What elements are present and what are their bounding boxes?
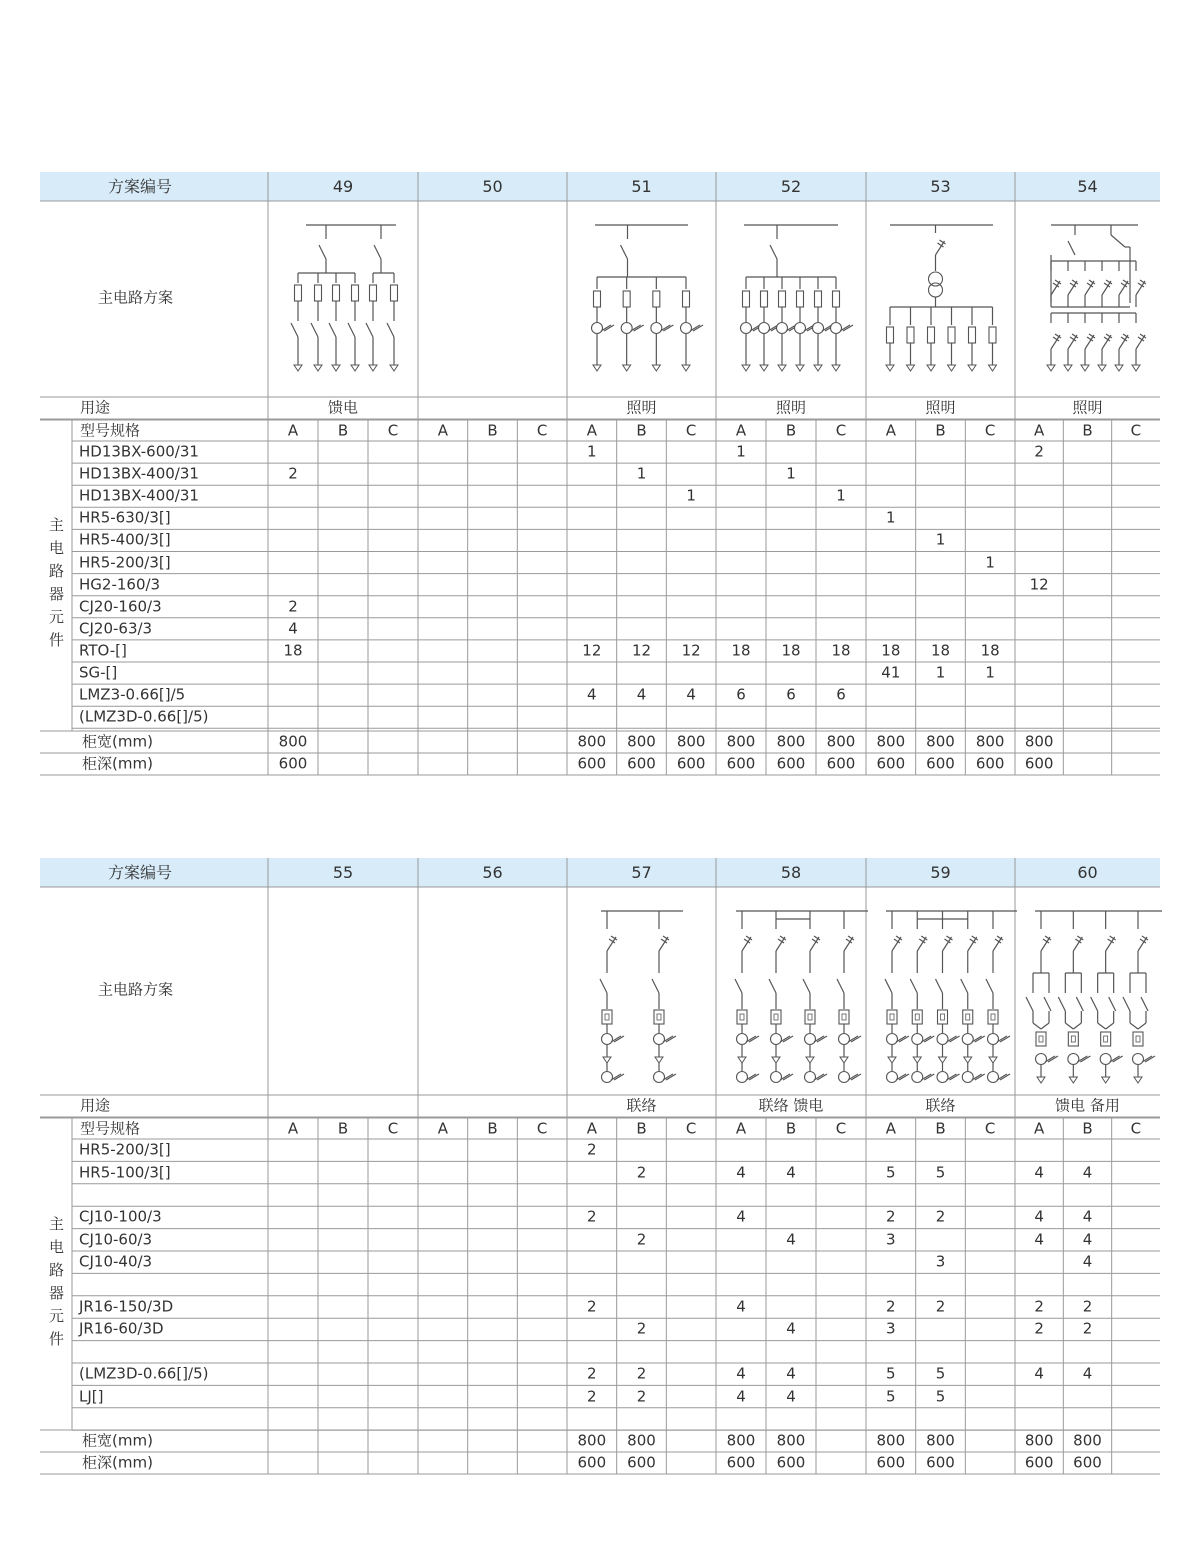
component-quantity: 6 bbox=[736, 685, 746, 704]
component-quantity: 4 bbox=[1082, 1230, 1093, 1249]
scheme-number: 52 bbox=[780, 176, 802, 196]
cabinet-width-value: 800 bbox=[627, 1431, 656, 1450]
variant-column-header: B bbox=[935, 1119, 946, 1137]
variant-column-header: B bbox=[1082, 1119, 1093, 1137]
circuit-diagram-59 bbox=[885, 911, 1017, 1083]
component-quantity: 41 bbox=[881, 663, 901, 682]
variant-column-header: A bbox=[1034, 421, 1045, 439]
component-quantity: 5 bbox=[935, 1364, 946, 1383]
component-quantity: 1 bbox=[686, 486, 696, 505]
component-quantity: 1 bbox=[985, 663, 995, 682]
cabinet-width-value: 800 bbox=[676, 732, 706, 751]
cabinet-depth-value: 600 bbox=[278, 754, 308, 773]
component-quantity: 12 bbox=[1029, 575, 1049, 594]
scheme-usage: 联络 bbox=[626, 1096, 657, 1115]
component-quantity: 12 bbox=[582, 641, 602, 660]
variant-column-header: A bbox=[586, 421, 597, 439]
cabinet-width-value: 800 bbox=[826, 732, 856, 751]
component-spec: HG2-160/3 bbox=[79, 575, 161, 594]
spec-label: 型号规格 bbox=[80, 421, 141, 439]
variant-column-header: B bbox=[1082, 421, 1093, 439]
variant-column-header: C bbox=[536, 421, 548, 439]
variant-column-header: B bbox=[636, 421, 647, 439]
component-quantity: 3 bbox=[935, 1252, 946, 1271]
component-spec: HR5-630/3[] bbox=[79, 508, 171, 527]
component-quantity: 2 bbox=[288, 597, 298, 616]
circuit-diagram-60 bbox=[1026, 911, 1162, 1083]
circuit-diagram-57 bbox=[600, 911, 683, 1083]
component-quantity: 4 bbox=[736, 1163, 746, 1182]
variant-column-header: C bbox=[835, 1119, 847, 1137]
component-spec: RTO-[] bbox=[79, 641, 127, 660]
variant-column-header: C bbox=[387, 421, 399, 439]
component-quantity: 5 bbox=[935, 1387, 946, 1406]
variant-column-header: A bbox=[287, 421, 299, 439]
scheme-number: 53 bbox=[930, 176, 951, 196]
variant-column-header: C bbox=[1130, 421, 1142, 439]
cabinet-width-value: 800 bbox=[1024, 732, 1054, 751]
variant-column-header: A bbox=[437, 421, 448, 439]
component-quantity: 2 bbox=[288, 464, 298, 483]
component-quantity: 4 bbox=[786, 1387, 796, 1406]
main-circuit-label: 主电路方案 bbox=[98, 980, 174, 999]
component-quantity: 1 bbox=[836, 486, 846, 505]
variant-column-header: B bbox=[487, 1119, 498, 1137]
component-quantity: 2 bbox=[636, 1319, 647, 1338]
cabinet-width-value: 800 bbox=[926, 1431, 955, 1450]
cabinet-width-value: 800 bbox=[776, 1431, 806, 1450]
component-quantity: 2 bbox=[935, 1297, 946, 1316]
component-quantity: 4 bbox=[1082, 1207, 1093, 1226]
cabinet-depth-value: 600 bbox=[1073, 1453, 1102, 1472]
component-spec: JR16-60/3D bbox=[79, 1319, 164, 1338]
component-quantity: 4 bbox=[1034, 1163, 1044, 1182]
component-quantity: 2 bbox=[587, 1364, 597, 1383]
component-quantity: 6 bbox=[836, 685, 846, 704]
component-quantity: 2 bbox=[1034, 442, 1044, 461]
component-spec: (LMZ3D-0.66[]/5) bbox=[79, 1364, 209, 1383]
scheme-usage: 联络 馈电 bbox=[758, 1096, 824, 1115]
variant-column-header: C bbox=[1130, 1119, 1142, 1137]
cabinet-width-value: 800 bbox=[726, 732, 756, 751]
variant-column-header: C bbox=[387, 1119, 399, 1137]
component-quantity: 4 bbox=[736, 1387, 746, 1406]
variant-column-header: A bbox=[287, 1119, 299, 1137]
component-spec: HD13BX-600/31 bbox=[79, 442, 199, 461]
cabinet-width-value: 800 bbox=[876, 1431, 906, 1450]
cabinet-width-label: 柜宽(mm) bbox=[82, 732, 153, 751]
component-quantity: 4 bbox=[736, 1364, 746, 1383]
cabinet-depth-value: 600 bbox=[627, 1453, 656, 1472]
cabinet-width-label: 柜宽(mm) bbox=[82, 1431, 153, 1450]
component-quantity: 2 bbox=[587, 1207, 597, 1226]
component-spec: HD13BX-400/31 bbox=[79, 486, 199, 505]
component-spec: HD13BX-400/31 bbox=[79, 464, 199, 483]
variant-column-header: B bbox=[785, 421, 797, 439]
component-quantity: 1 bbox=[935, 663, 946, 682]
main-circuit-label: 主电路方案 bbox=[98, 288, 174, 307]
cabinet-depth-value: 600 bbox=[1024, 1453, 1054, 1472]
component-quantity: 3 bbox=[886, 1230, 896, 1249]
component-quantity: 4 bbox=[736, 1207, 746, 1226]
usage-label: 用途 bbox=[80, 1096, 111, 1115]
component-spec: LMZ3-0.66[]/5 bbox=[79, 685, 186, 704]
variant-column-header: A bbox=[885, 1119, 896, 1137]
scheme-number: 50 bbox=[482, 176, 503, 196]
scheme-number: 56 bbox=[482, 862, 503, 882]
component-quantity: 12 bbox=[681, 641, 701, 660]
scheme-usage: 照明 bbox=[1072, 398, 1103, 417]
component-quantity: 2 bbox=[1082, 1297, 1093, 1316]
component-quantity: 2 bbox=[587, 1297, 597, 1316]
component-quantity: 12 bbox=[631, 641, 652, 660]
cabinet-width-value: 800 bbox=[726, 1431, 756, 1450]
component-quantity: 4 bbox=[786, 1230, 796, 1249]
component-quantity: 4 bbox=[786, 1364, 796, 1383]
variant-column-header: A bbox=[437, 1119, 448, 1137]
component-quantity: 3 bbox=[886, 1319, 896, 1338]
component-quantity: 18 bbox=[881, 641, 901, 660]
component-spec: CJ10-60/3 bbox=[79, 1230, 153, 1249]
variant-column-header: C bbox=[984, 1119, 996, 1137]
component-quantity: 2 bbox=[587, 1140, 597, 1159]
cabinet-depth-value: 600 bbox=[726, 754, 756, 773]
usage-label: 用途 bbox=[80, 398, 111, 417]
cabinet-width-value: 800 bbox=[1024, 1431, 1054, 1450]
component-quantity: 4 bbox=[1034, 1364, 1044, 1383]
cabinet-width-value: 800 bbox=[776, 732, 806, 751]
variant-column-header: A bbox=[735, 1119, 747, 1137]
component-quantity: 4 bbox=[288, 619, 298, 638]
component-quantity: 1 bbox=[935, 530, 946, 549]
cabinet-depth-value: 600 bbox=[826, 754, 856, 773]
component-quantity: 4 bbox=[1034, 1207, 1044, 1226]
cabinet-depth-label: 柜深(mm) bbox=[82, 1453, 153, 1472]
variant-column-header: B bbox=[636, 1119, 647, 1137]
component-quantity: 4 bbox=[1034, 1230, 1044, 1249]
component-quantity: 1 bbox=[985, 553, 995, 572]
scheme-usage: 照明 bbox=[626, 398, 657, 417]
cabinet-depth-value: 600 bbox=[726, 1453, 756, 1472]
component-spec: HR5-400/3[] bbox=[79, 530, 171, 549]
component-quantity: 2 bbox=[636, 1364, 647, 1383]
scheme-usage: 照明 bbox=[775, 398, 807, 417]
component-quantity: 2 bbox=[587, 1387, 597, 1406]
component-spec: CJ20-63/3 bbox=[79, 619, 153, 638]
component-quantity: 2 bbox=[1082, 1319, 1093, 1338]
component-quantity: 6 bbox=[786, 685, 796, 704]
cabinet-depth-label: 柜深(mm) bbox=[82, 754, 153, 773]
component-quantity: 4 bbox=[1082, 1163, 1093, 1182]
component-quantity: 4 bbox=[1082, 1364, 1093, 1383]
component-spec: CJ10-40/3 bbox=[79, 1252, 153, 1271]
component-quantity: 2 bbox=[886, 1297, 896, 1316]
variant-column-header: C bbox=[685, 1119, 697, 1137]
cabinet-width-value: 800 bbox=[876, 732, 906, 751]
component-quantity: 4 bbox=[736, 1297, 746, 1316]
cabinet-depth-value: 600 bbox=[876, 754, 906, 773]
component-spec: HR5-200/3[] bbox=[79, 1140, 171, 1159]
component-spec: CJ10-100/3 bbox=[79, 1207, 162, 1226]
variant-column-header: B bbox=[935, 421, 946, 439]
variant-column-header: A bbox=[735, 421, 747, 439]
component-quantity: 5 bbox=[886, 1387, 896, 1406]
variant-column-header: C bbox=[685, 421, 697, 439]
scheme-usage: 馈电 备用 bbox=[1055, 1096, 1120, 1115]
component-quantity: 2 bbox=[636, 1387, 647, 1406]
component-quantity: 4 bbox=[587, 685, 597, 704]
component-quantity: 1 bbox=[587, 442, 597, 461]
component-quantity: 18 bbox=[930, 641, 951, 660]
cabinet-depth-value: 600 bbox=[1024, 754, 1054, 773]
component-group-label: 主电路器元件 bbox=[47, 517, 65, 655]
component-spec: (LMZ3D-0.66[]/5) bbox=[79, 707, 209, 726]
component-quantity: 5 bbox=[935, 1163, 946, 1182]
scheme-usage: 馈电 bbox=[327, 398, 359, 417]
component-quantity: 4 bbox=[636, 685, 647, 704]
cabinet-width-value: 800 bbox=[278, 732, 308, 751]
component-quantity: 2 bbox=[1034, 1297, 1044, 1316]
scheme-number: 51 bbox=[631, 176, 652, 196]
cabinet-width-value: 800 bbox=[577, 732, 607, 751]
cabinet-depth-value: 600 bbox=[577, 754, 607, 773]
component-quantity: 2 bbox=[935, 1207, 946, 1226]
cabinet-depth-value: 600 bbox=[577, 1453, 607, 1472]
component-quantity: 18 bbox=[831, 641, 851, 660]
variant-column-header: C bbox=[536, 1119, 548, 1137]
variant-column-header: B bbox=[785, 1119, 797, 1137]
cabinet-width-value: 800 bbox=[627, 732, 656, 751]
cabinet-width-value: 800 bbox=[577, 1431, 607, 1450]
component-quantity: 2 bbox=[886, 1207, 896, 1226]
component-quantity: 18 bbox=[283, 641, 303, 660]
scheme-number: 55 bbox=[332, 862, 354, 882]
component-quantity: 1 bbox=[636, 464, 647, 483]
variant-column-header: A bbox=[885, 421, 896, 439]
component-quantity: 2 bbox=[1034, 1319, 1044, 1338]
scheme-usage: 照明 bbox=[925, 398, 956, 417]
component-group-label: 主电路器元件 bbox=[47, 1215, 65, 1354]
component-quantity: 5 bbox=[886, 1364, 896, 1383]
component-quantity: 2 bbox=[636, 1230, 647, 1249]
component-quantity: 18 bbox=[980, 641, 1000, 660]
cabinet-width-value: 800 bbox=[975, 732, 1005, 751]
spec-label: 型号规格 bbox=[80, 1119, 141, 1137]
cabinet-depth-value: 600 bbox=[627, 754, 656, 773]
component-spec: HR5-200/3[] bbox=[79, 553, 171, 572]
component-quantity: 18 bbox=[781, 641, 801, 660]
component-spec: CJ20-160/3 bbox=[79, 597, 162, 616]
cabinet-depth-value: 600 bbox=[926, 754, 955, 773]
component-quantity: 5 bbox=[886, 1163, 896, 1182]
component-spec: HR5-100/3[] bbox=[79, 1163, 171, 1182]
component-spec: LJ[] bbox=[79, 1387, 104, 1406]
variant-column-header: B bbox=[487, 421, 498, 439]
component-quantity: 2 bbox=[636, 1163, 647, 1182]
cabinet-depth-value: 600 bbox=[776, 1453, 806, 1472]
component-quantity: 1 bbox=[786, 464, 796, 483]
cabinet-width-value: 800 bbox=[1073, 1431, 1102, 1450]
cabinet-depth-value: 600 bbox=[676, 754, 706, 773]
cabinet-depth-value: 600 bbox=[876, 1453, 906, 1472]
variant-column-header: B bbox=[337, 421, 349, 439]
scheme-number-header: 方案编号 bbox=[107, 176, 173, 196]
variant-column-header: A bbox=[586, 1119, 597, 1137]
scheme-number-header: 方案编号 bbox=[107, 862, 173, 882]
component-quantity: 18 bbox=[731, 641, 751, 660]
scheme-number: 60 bbox=[1077, 862, 1098, 882]
variant-column-header: B bbox=[337, 1119, 349, 1137]
cabinet-width-value: 800 bbox=[926, 732, 955, 751]
component-quantity: 1 bbox=[736, 442, 746, 461]
circuit-diagram-58 bbox=[735, 911, 868, 1083]
scheme-number: 59 bbox=[930, 862, 951, 882]
variant-column-header: C bbox=[835, 421, 847, 439]
cabinet-depth-value: 600 bbox=[776, 754, 806, 773]
variant-column-header: A bbox=[1034, 1119, 1045, 1137]
variant-column-header: C bbox=[984, 421, 996, 439]
component-quantity: 1 bbox=[886, 508, 896, 527]
scheme-number: 58 bbox=[780, 862, 802, 882]
cabinet-depth-value: 600 bbox=[926, 1453, 955, 1472]
scheme-number: 49 bbox=[332, 176, 354, 196]
component-quantity: 4 bbox=[786, 1163, 796, 1182]
component-quantity: 4 bbox=[1082, 1252, 1093, 1271]
cabinet-depth-value: 600 bbox=[975, 754, 1005, 773]
component-spec: SG-[] bbox=[79, 663, 118, 682]
scheme-usage: 联络 bbox=[925, 1096, 956, 1115]
component-spec: JR16-150/3D bbox=[79, 1297, 174, 1316]
component-quantity: 4 bbox=[686, 685, 696, 704]
scheme-number: 54 bbox=[1077, 176, 1098, 196]
scheme-number: 57 bbox=[631, 862, 652, 882]
component-quantity: 4 bbox=[786, 1319, 796, 1338]
